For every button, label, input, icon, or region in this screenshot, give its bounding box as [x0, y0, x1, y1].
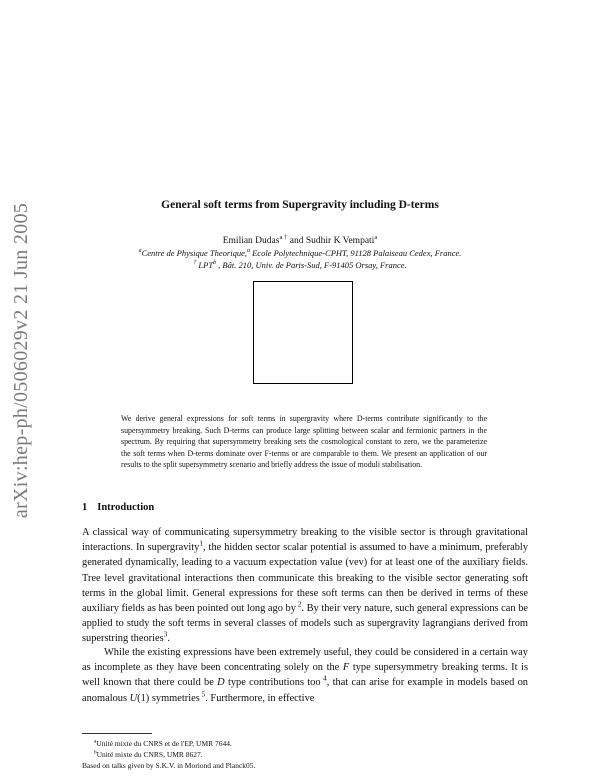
p2-symbol-f: F	[342, 662, 350, 674]
citation-1: 1	[199, 539, 204, 548]
p2-text-e: (1) symmetries	[137, 692, 200, 704]
p1-text-a: A classical way of communicating supersymmetry breaking to the visible sector is through gravitational interactions. In supergravity	[82, 527, 528, 554]
author-list	[0, 233, 600, 246]
talk-note: Based on talks given by S.K.V. in Moriond and Planck05.	[82, 761, 256, 770]
author-connector: and	[287, 236, 306, 246]
footnote-a-mark: a	[94, 738, 97, 745]
footnote-rule	[82, 733, 152, 734]
affiliation-1-mark: a	[138, 248, 142, 255]
affiliation-1-mark-2: a	[247, 248, 250, 255]
p2-text-c: type contributions too	[224, 677, 321, 689]
p2-text-d: , that can arise for example in models based on anomalous	[82, 677, 529, 704]
author-2: Sudhir K Vempati	[305, 236, 375, 246]
affiliation-line-1	[0, 248, 600, 258]
footnote-a-text: Unité mixte du CNRS et de l'EP, UMR 7644.	[96, 739, 232, 748]
p2-symbol-d: D	[217, 677, 225, 689]
section-number: 1	[82, 502, 88, 513]
p2-text-f: . Furthermore, in effective	[205, 692, 315, 704]
author-1-marks: a †	[279, 233, 288, 241]
citation-3: 3	[163, 630, 168, 639]
author-2-marks: a	[374, 233, 378, 241]
p2-text-a: While the existing expressions have been extremely useful, they could be considered in a certain way as incomplete as they have been concentrating solely on the	[82, 647, 528, 674]
affiliation-2-mark: †	[193, 260, 197, 267]
section-title: Introduction	[97, 502, 155, 513]
affiliation-1-address: Ecole Polytechnique-CPHT, 91128 Palaiseau Cedex, France.	[249, 248, 462, 258]
p1-text-d: .	[167, 633, 170, 645]
citation-2: 2	[295, 600, 302, 609]
footnote-b	[82, 749, 528, 760]
footnote-b-text: Unité mixte du CNRS, UMR 8627.	[96, 750, 203, 759]
empty-figure-box	[253, 281, 353, 384]
p1-text-b: , the hidden sector scalar potential is assumed to have a minimum, preferably generated dynamically, leading to a vacuum expectation value (vev) for at least one of the auxiliary fields. Tree level gravitational interactions then communicate this breaking to the visible sector generating soft terms in the global limit. General expressions for these soft terms can then be derived in terms of these auxiliary fields as has been pointed out long ago by	[82, 542, 529, 615]
section-heading-introduction	[82, 502, 154, 513]
author-1: Emilian Dudas	[222, 236, 280, 246]
intro-paragraph-1	[82, 525, 528, 647]
affiliation-2-mark-2: b	[213, 260, 217, 267]
affiliation-2-address: , Bât. 210, Univ. de Paris-Sud, F-91405 Orsay, France.	[216, 260, 407, 270]
affiliation-2-name: LPT	[196, 260, 214, 270]
citation-4: 4	[320, 674, 327, 683]
intro-paragraph-2	[82, 645, 528, 706]
footnote-b-mark: b	[94, 749, 97, 756]
arxiv-identifier-text: arXiv:hep-ph/0506029v2 21 Jun 2005	[10, 202, 33, 518]
p2-symbol-u: U	[129, 692, 138, 704]
paper-title: General soft terms from Supergravity including D-terms	[161, 199, 439, 211]
p2-text-b: type supersymmetry breaking terms. It is well known that there could be	[82, 662, 528, 689]
affiliation-line-2	[0, 260, 600, 270]
citation-5: 5	[199, 690, 206, 699]
p1-text-c: . By their very nature, such general expressions can be applied to study the soft terms in several classes of models such as supergravity lagrangians derived from superstring theories	[82, 603, 529, 645]
affiliation-1-name: Centre de Physique Theorique,	[141, 248, 248, 258]
footnotes	[82, 738, 528, 771]
abstract: We derive general expressions for soft terms in supergravity where D-terms contribute significantly to the supersymmetry breaking. Such D-terms can produce large splitting between scalar and fermionic partners in the spectrum. By requiring that supersymmetry breaking sets the cosmological constant to zero, we the parameterize the soft terms when D-terms dominate over F-terms or are comparable to them. We present an application of our results to the split supersymmetry scenario and briefly address the issue of moduli stabilisation.	[121, 414, 487, 470]
footnote-a	[82, 738, 528, 749]
